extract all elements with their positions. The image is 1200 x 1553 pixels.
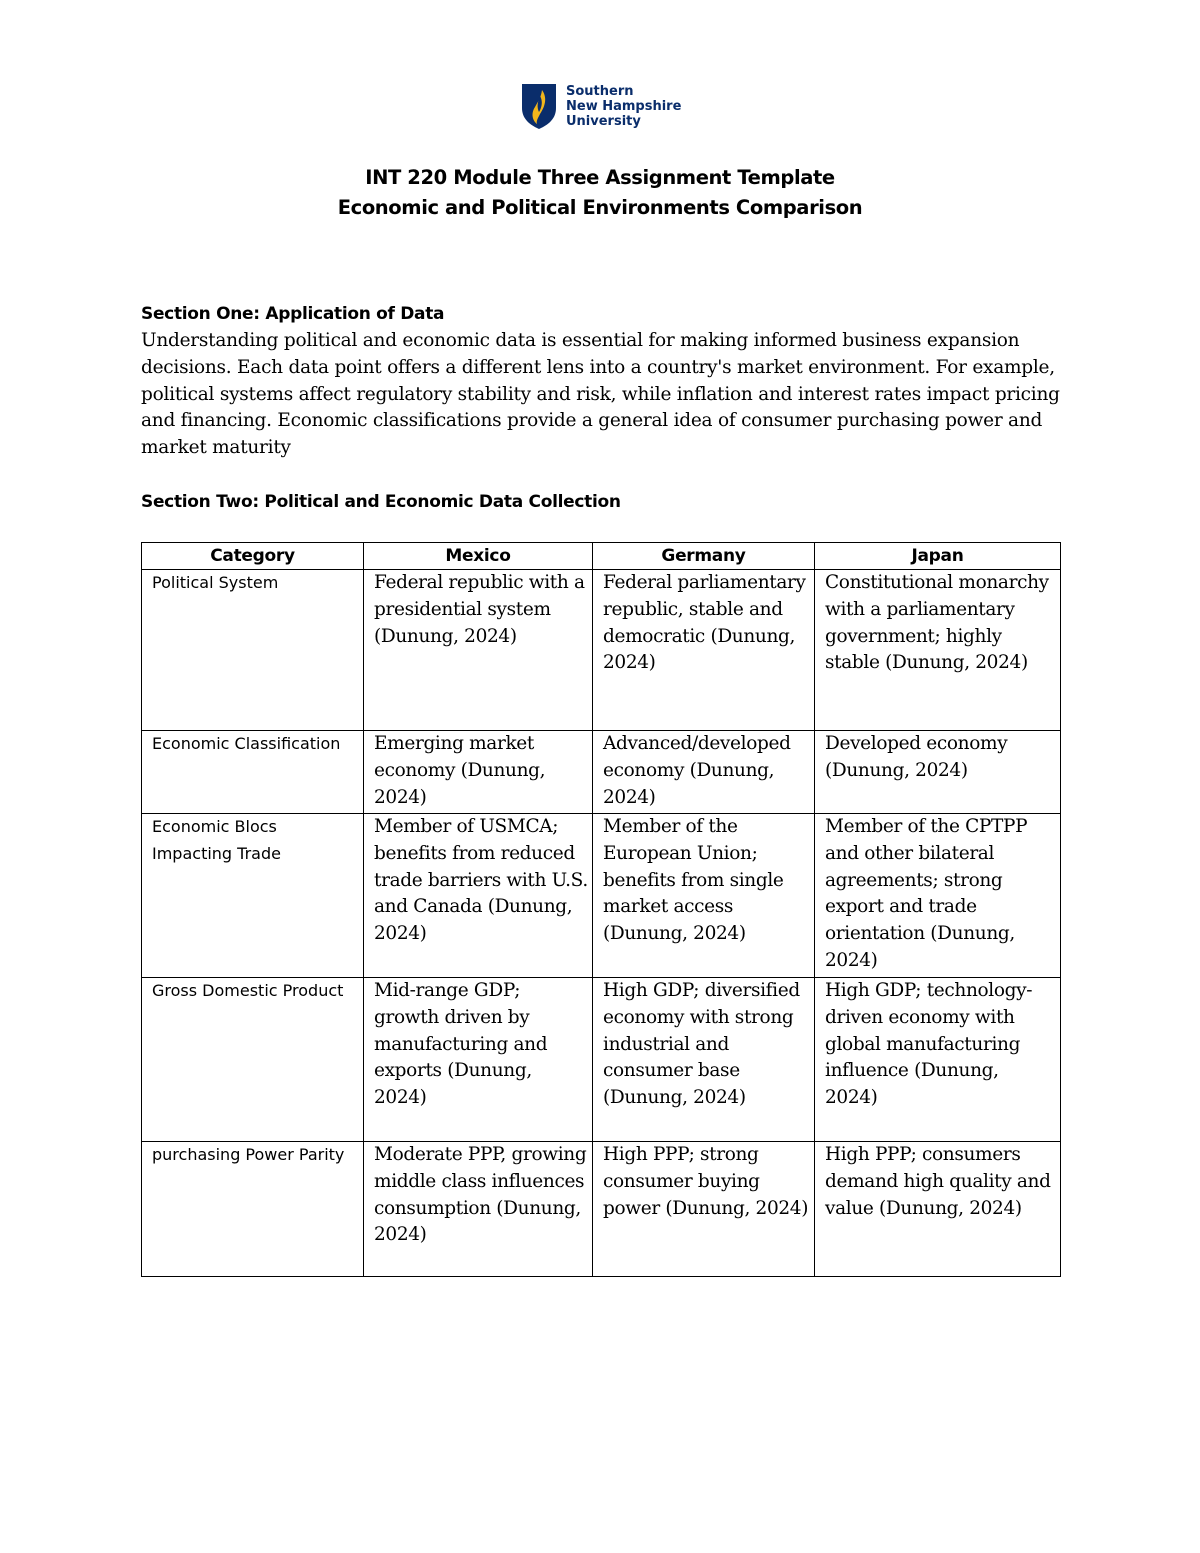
japan-cell: High GDP; technology-driven economy with global manufacturing influence (Dunung, 2024) — [815, 978, 1061, 1142]
category-cell: Economic Blocs Impacting Trade — [142, 814, 364, 978]
flame-shield-icon — [520, 82, 558, 130]
logo-wordmark — [566, 84, 681, 129]
germany-cell: Federal parliamentary republic, stable and democratic (Dunung, 2024) — [593, 570, 815, 731]
university-logo — [520, 82, 681, 130]
table-header-row — [142, 543, 1061, 570]
header-germany: Germany — [593, 543, 815, 570]
title-line-2: Economic and Political Environments Comparison — [337, 196, 863, 219]
category-cell: purchasing Power Parity — [142, 1142, 364, 1277]
germany-cell: Advanced/developed economy (Dunung, 2024) — [593, 731, 815, 814]
table-row — [142, 731, 1061, 814]
section-one-body: Understanding political and economic data is essential for making informed business expansion decisions. Each data point offers a different lens into a country's market environment. For example, political systems affect regulatory stability and risk, while inflation and interest rates impact pricing and financing. Economic classifications provide a general idea of consumer purchasing power and market maturity — [141, 330, 1060, 459]
germany-cell: High PPP; strong consumer buying power (Dunung, 2024) — [593, 1142, 815, 1277]
category-cell: Political System — [142, 570, 364, 731]
header-mexico: Mexico — [364, 543, 593, 570]
germany-cell: High GDP; diversified economy with strong industrial and consumer base (Dunung, 2024) — [593, 978, 815, 1142]
mexico-cell: Emerging market economy (Dunung, 2024) — [364, 731, 593, 814]
mexico-cell: Mid-range GDP; growth driven by manufacturing and exports (Dunung, 2024) — [364, 978, 593, 1142]
germany-cell: Member of the European Union; benefits from single market access (Dunung, 2024) — [593, 814, 815, 978]
category-cell: Economic Classification — [142, 731, 364, 814]
section-two-heading: Section Two: Political and Economic Data Collection — [141, 492, 621, 512]
table-row — [142, 978, 1061, 1142]
logo-line-2: New Hampshire — [566, 98, 682, 114]
logo-line-3: University — [566, 113, 641, 129]
japan-cell: Constitutional monarchy with a parliamentary government; highly stable (Dunung, 2024) — [815, 570, 1061, 731]
document-title — [0, 163, 1200, 223]
japan-cell: High PPP; consumers demand high quality and value (Dunung, 2024) — [815, 1142, 1061, 1277]
japan-cell: Member of the CPTPP and other bilateral agreements; strong export and trade orientation (Dunung, 2024) — [815, 814, 1061, 978]
mexico-cell: Member of USMCA; benefits from reduced trade barriers with U.S. and Canada (Dunung, 2024) — [364, 814, 593, 978]
header-japan: Japan — [815, 543, 1061, 570]
header-category: Category — [142, 543, 364, 570]
comparison-table — [141, 542, 1061, 1277]
table-row — [142, 814, 1061, 978]
category-cell: Gross Domestic Product — [142, 978, 364, 1142]
japan-cell: Developed economy (Dunung, 2024) — [815, 731, 1061, 814]
table-row — [142, 570, 1061, 731]
title-line-1: INT 220 Module Three Assignment Template — [365, 166, 835, 189]
section-one-heading: Section One: Application of Data — [141, 304, 445, 324]
mexico-cell: Federal republic with a presidential system (Dunung, 2024) — [364, 570, 593, 731]
logo-line-1: Southern — [566, 83, 634, 99]
mexico-cell: Moderate PPP, growing middle class influences consumption (Dunung, 2024) — [364, 1142, 593, 1277]
table-row — [142, 1142, 1061, 1277]
